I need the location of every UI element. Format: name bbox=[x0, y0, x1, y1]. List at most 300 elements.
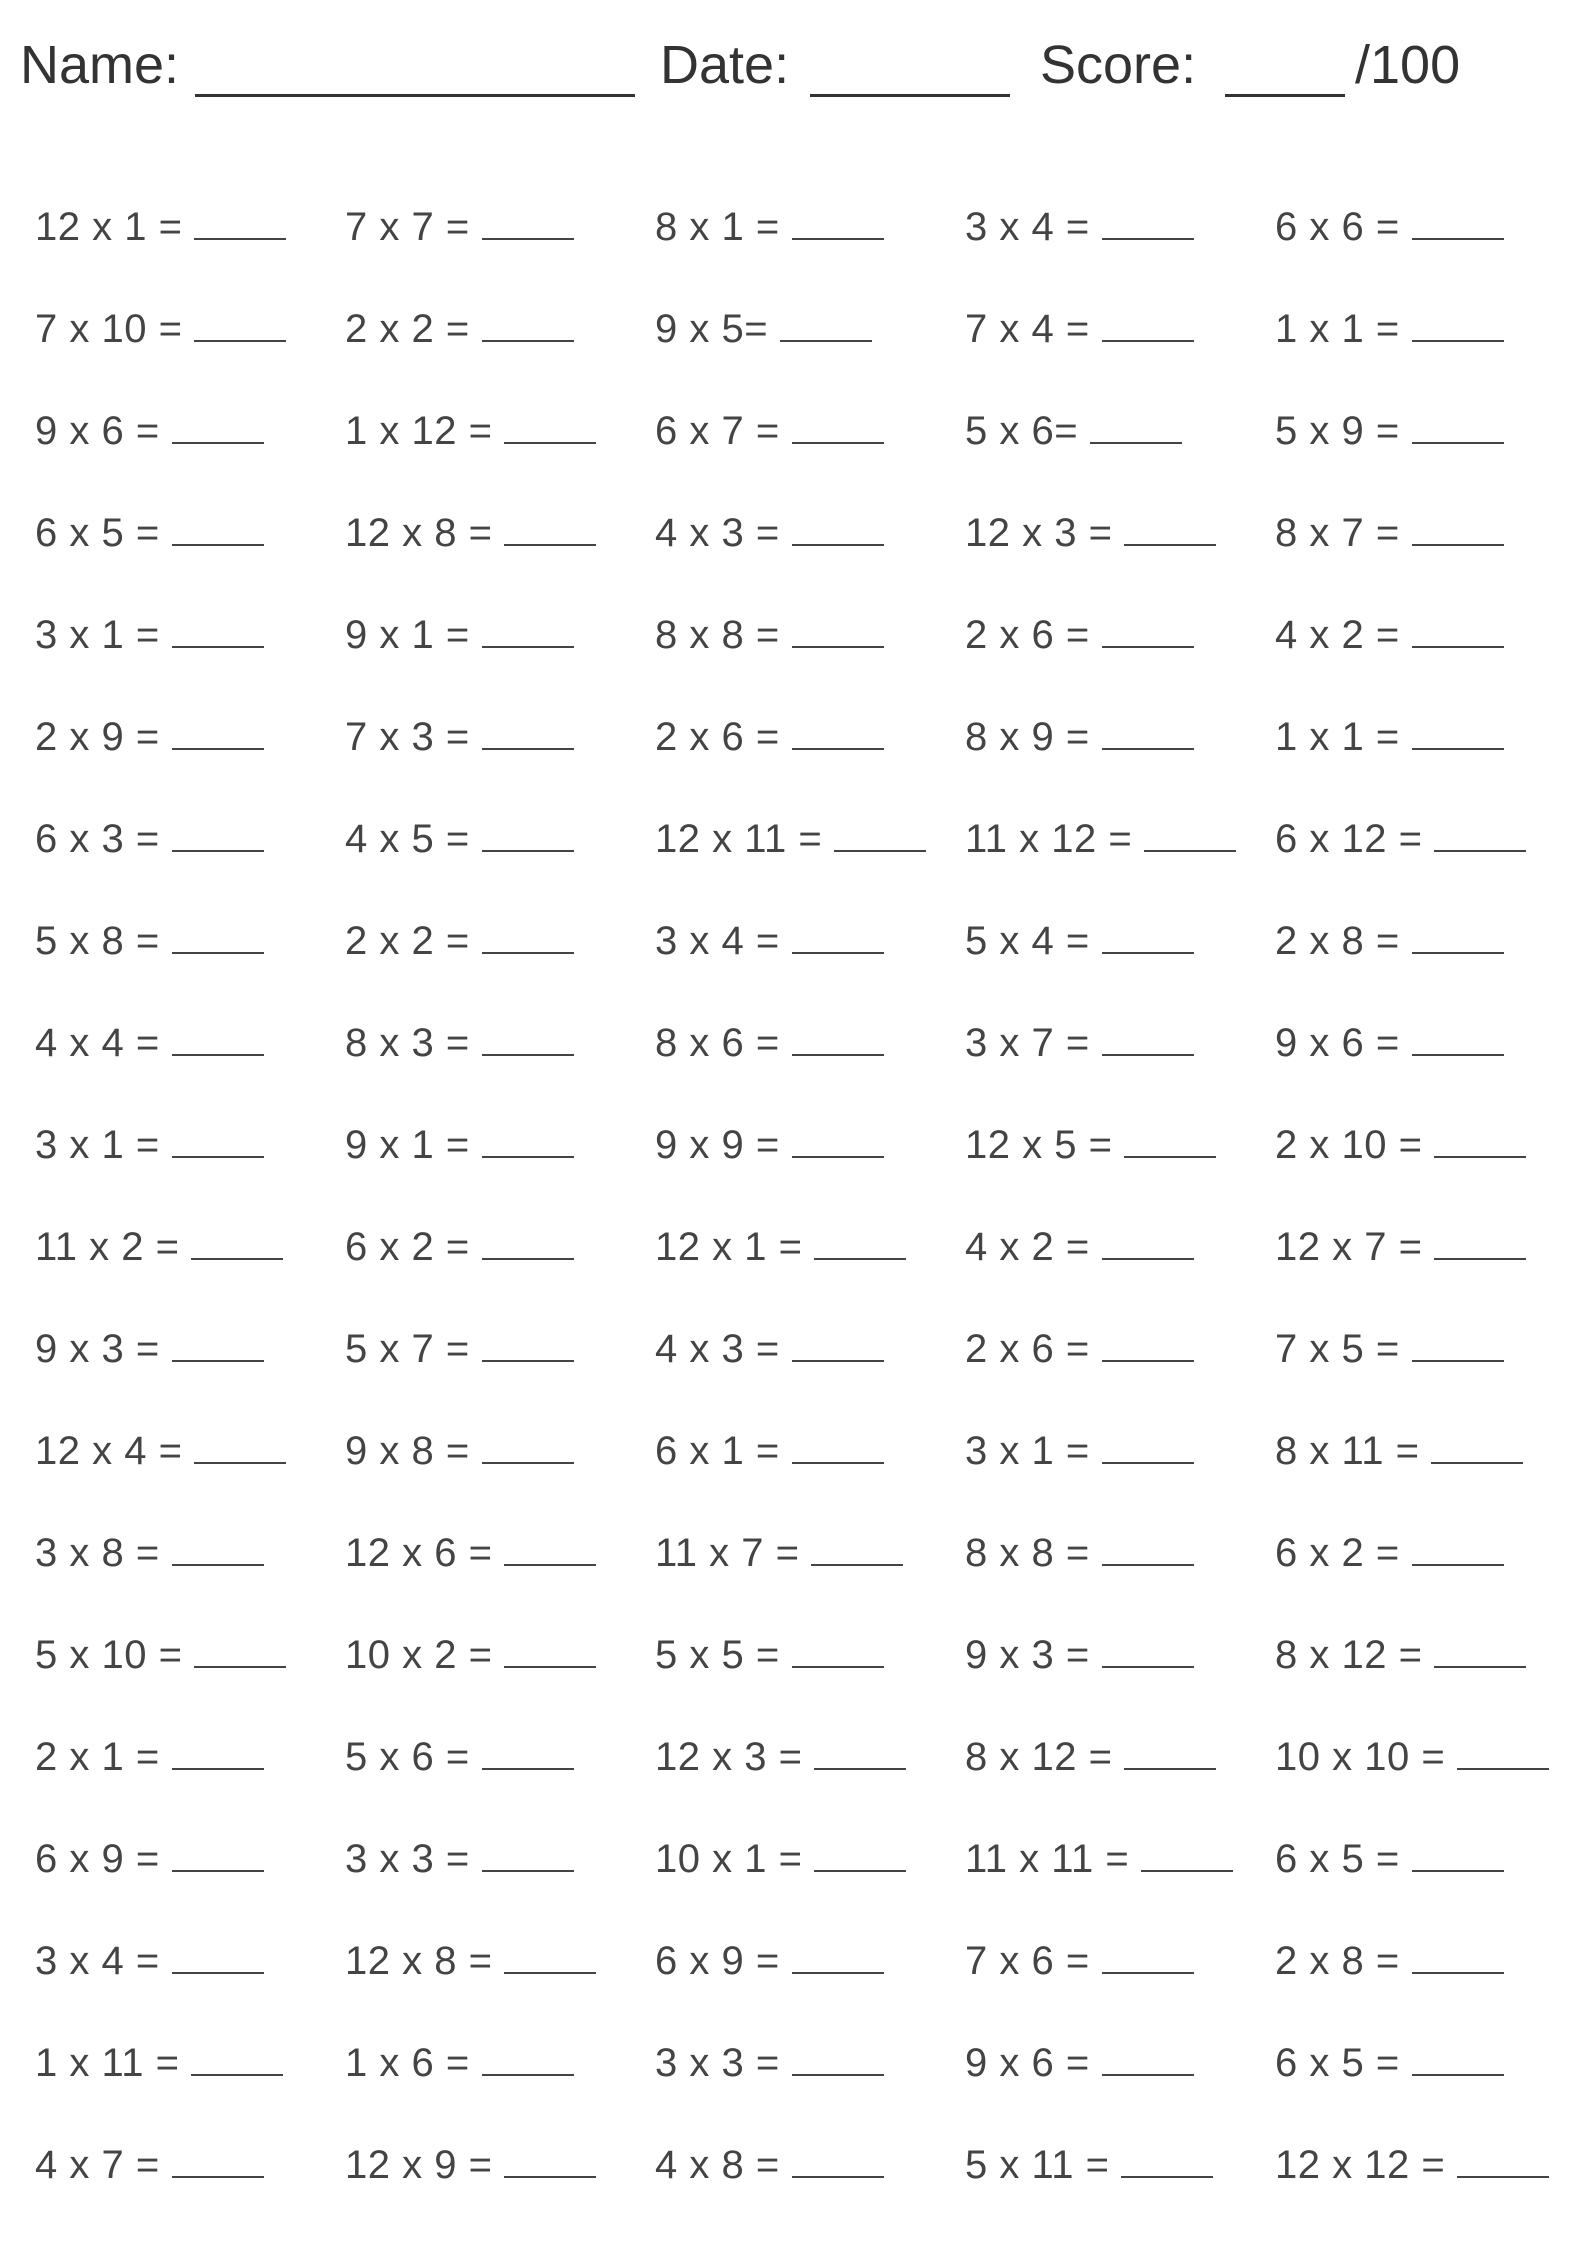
problem-text: 3 x 1 = bbox=[35, 1123, 160, 1167]
problem-item bbox=[965, 1006, 1194, 1066]
problem-text: 1 x 12 = bbox=[345, 409, 493, 453]
problem-text: 9 x 3 = bbox=[965, 1633, 1090, 1677]
name-label: Name: bbox=[20, 35, 180, 95]
answer-blank[interactable] bbox=[172, 544, 264, 546]
problem-text: 10 x 1 = bbox=[655, 1837, 803, 1881]
problem-item bbox=[965, 1108, 1216, 1168]
problem-item bbox=[965, 2128, 1213, 2188]
problem-item bbox=[1275, 292, 1504, 352]
problem-item bbox=[965, 292, 1194, 352]
problem-text: 9 x 9 = bbox=[655, 1123, 780, 1167]
answer-blank[interactable] bbox=[191, 2074, 283, 2076]
problem-item bbox=[345, 904, 574, 964]
problem-text: 2 x 6 = bbox=[965, 613, 1090, 657]
answer-blank[interactable] bbox=[172, 850, 264, 852]
problem-item bbox=[1275, 2026, 1504, 2086]
problem-text: 11 x 7 = bbox=[655, 1531, 800, 1575]
answer-blank[interactable] bbox=[814, 1768, 906, 1770]
answer-blank[interactable] bbox=[1431, 1462, 1523, 1464]
problem-item bbox=[965, 1618, 1194, 1678]
problem-text: 6 x 5 = bbox=[35, 511, 160, 555]
answer-blank[interactable] bbox=[504, 2176, 596, 2178]
problem-text: 9 x 1 = bbox=[345, 613, 470, 657]
answer-blank[interactable] bbox=[811, 1564, 903, 1566]
answer-blank[interactable] bbox=[1102, 748, 1194, 750]
problem-item bbox=[1275, 1006, 1504, 1066]
answer-blank[interactable] bbox=[504, 442, 596, 444]
problem-text: 7 x 6 = bbox=[965, 1939, 1090, 1983]
problem-text: 3 x 4 = bbox=[35, 1939, 160, 1983]
score-label: Score: bbox=[1040, 35, 1197, 95]
answer-blank[interactable] bbox=[792, 238, 884, 240]
problem-text: 9 x 6 = bbox=[35, 409, 160, 453]
problem-text: 3 x 3 = bbox=[655, 2041, 780, 2085]
answer-blank[interactable] bbox=[1102, 238, 1194, 240]
problem-text: 4 x 3 = bbox=[655, 511, 780, 555]
problem-item bbox=[345, 292, 574, 352]
problem-item bbox=[35, 1210, 283, 1270]
answer-blank[interactable] bbox=[1434, 850, 1526, 852]
problem-text: 2 x 8 = bbox=[1275, 919, 1400, 963]
answer-blank[interactable] bbox=[482, 1258, 574, 1260]
answer-blank[interactable] bbox=[1144, 850, 1236, 852]
problem-item bbox=[1275, 1618, 1526, 1678]
answer-blank[interactable] bbox=[1102, 1462, 1194, 1464]
problem-text: 4 x 8 = bbox=[655, 2143, 780, 2187]
answer-blank[interactable] bbox=[194, 1666, 286, 1668]
answer-blank[interactable] bbox=[1412, 1360, 1504, 1362]
answer-blank[interactable] bbox=[792, 1156, 884, 1158]
problem-item bbox=[35, 700, 264, 760]
problem-grid bbox=[0, 190, 1588, 2230]
answer-blank[interactable] bbox=[780, 340, 872, 342]
problem-text: 5 x 5 = bbox=[655, 1633, 780, 1677]
answer-blank[interactable] bbox=[1090, 442, 1182, 444]
problem-item bbox=[35, 1006, 264, 1066]
problem-text: 12 x 12 = bbox=[1275, 2143, 1446, 2187]
answer-blank[interactable] bbox=[172, 442, 264, 444]
problem-item bbox=[965, 700, 1194, 760]
problem-item bbox=[655, 190, 884, 250]
answer-blank[interactable] bbox=[792, 2074, 884, 2076]
problem-item bbox=[35, 904, 264, 964]
answer-blank[interactable] bbox=[482, 1360, 574, 1362]
score-field[interactable] bbox=[1225, 94, 1345, 97]
problem-item bbox=[655, 1618, 884, 1678]
problem-item bbox=[655, 1210, 906, 1270]
problem-text: 11 x 2 = bbox=[35, 1225, 180, 1269]
problem-item bbox=[655, 1006, 884, 1066]
problem-text: 12 x 8 = bbox=[345, 1939, 493, 1983]
problem-item bbox=[345, 2128, 596, 2188]
answer-blank[interactable] bbox=[792, 748, 884, 750]
answer-blank[interactable] bbox=[1434, 1156, 1526, 1158]
answer-blank[interactable] bbox=[482, 748, 574, 750]
answer-blank[interactable] bbox=[1124, 1768, 1216, 1770]
problem-item bbox=[965, 190, 1194, 250]
answer-blank[interactable] bbox=[1412, 1870, 1504, 1872]
answer-blank[interactable] bbox=[792, 442, 884, 444]
answer-blank[interactable] bbox=[504, 1666, 596, 1668]
problem-text: 8 x 12 = bbox=[1275, 1633, 1423, 1677]
problem-text: 3 x 7 = bbox=[965, 1021, 1090, 1065]
problem-item bbox=[655, 496, 884, 556]
problem-text: 1 x 1 = bbox=[1275, 715, 1400, 759]
answer-blank[interactable] bbox=[1434, 1666, 1526, 1668]
problem-text: 6 x 7 = bbox=[655, 409, 780, 453]
problem-item bbox=[655, 2026, 884, 2086]
problem-text: 9 x 6 = bbox=[965, 2041, 1090, 2085]
problem-item bbox=[1275, 1108, 1526, 1168]
problem-item bbox=[655, 1312, 884, 1372]
problem-item bbox=[345, 1312, 574, 1372]
problem-item bbox=[35, 1414, 286, 1474]
answer-blank[interactable] bbox=[1412, 1054, 1504, 1056]
problem-text: 7 x 10 = bbox=[35, 307, 183, 351]
problem-text: 4 x 2 = bbox=[965, 1225, 1090, 1269]
problem-item bbox=[35, 1822, 264, 1882]
problem-item bbox=[1275, 2128, 1549, 2188]
answer-blank[interactable] bbox=[792, 2176, 884, 2178]
problem-item bbox=[35, 2026, 283, 2086]
problem-text: 8 x 1 = bbox=[655, 205, 780, 249]
problem-item bbox=[1275, 598, 1504, 658]
answer-blank[interactable] bbox=[482, 1462, 574, 1464]
answer-blank[interactable] bbox=[1102, 1360, 1194, 1362]
answer-blank[interactable] bbox=[1102, 340, 1194, 342]
problem-text: 2 x 8 = bbox=[1275, 1939, 1400, 1983]
problem-text: 12 x 9 = bbox=[345, 2143, 493, 2187]
problem-item bbox=[655, 802, 926, 862]
answer-blank[interactable] bbox=[1457, 1768, 1549, 1770]
problem-item bbox=[35, 190, 286, 250]
answer-blank[interactable] bbox=[1102, 1258, 1194, 1260]
problem-item bbox=[1275, 394, 1504, 454]
problem-text: 12 x 1 = bbox=[655, 1225, 803, 1269]
answer-blank[interactable] bbox=[1412, 1972, 1504, 1974]
answer-blank[interactable] bbox=[792, 544, 884, 546]
problem-text: 9 x 3 = bbox=[35, 1327, 160, 1371]
problem-item bbox=[965, 802, 1236, 862]
problem-text: 3 x 8 = bbox=[35, 1531, 160, 1575]
problem-item bbox=[345, 1516, 596, 1576]
problem-text: 11 x 11 = bbox=[965, 1837, 1130, 1881]
answer-blank[interactable] bbox=[482, 646, 574, 648]
answer-blank[interactable] bbox=[1412, 340, 1504, 342]
problem-text: 2 x 2 = bbox=[345, 307, 470, 351]
problem-text: 3 x 4 = bbox=[965, 205, 1090, 249]
problem-item bbox=[345, 190, 574, 250]
problem-item bbox=[1275, 1210, 1526, 1270]
problem-item bbox=[1275, 1312, 1504, 1372]
problem-text: 10 x 2 = bbox=[345, 1633, 493, 1677]
problem-text: 2 x 1 = bbox=[35, 1735, 160, 1779]
answer-blank[interactable] bbox=[1434, 1258, 1526, 1260]
problem-text: 4 x 4 = bbox=[35, 1021, 160, 1065]
answer-blank[interactable] bbox=[482, 1768, 574, 1770]
problem-text: 4 x 3 = bbox=[655, 1327, 780, 1371]
problem-text: 9 x 1 = bbox=[345, 1123, 470, 1167]
answer-blank[interactable] bbox=[172, 646, 264, 648]
answer-blank[interactable] bbox=[814, 1870, 906, 1872]
problem-item bbox=[1275, 1822, 1504, 1882]
problem-item bbox=[1275, 190, 1504, 250]
problem-text: 11 x 12 = bbox=[965, 817, 1133, 861]
problem-item bbox=[965, 394, 1182, 454]
problem-item bbox=[35, 496, 264, 556]
answer-blank[interactable] bbox=[1102, 1972, 1194, 1974]
problem-item bbox=[965, 1822, 1233, 1882]
score-total: /100 bbox=[1355, 35, 1461, 95]
problem-text: 5 x 10 = bbox=[35, 1633, 183, 1677]
problem-text: 3 x 4 = bbox=[655, 919, 780, 963]
problem-text: 6 x 9 = bbox=[655, 1939, 780, 1983]
problem-item bbox=[965, 1516, 1194, 1576]
answer-blank[interactable] bbox=[1102, 1054, 1194, 1056]
problem-item bbox=[35, 598, 264, 658]
problem-text: 4 x 5 = bbox=[345, 817, 470, 861]
answer-blank[interactable] bbox=[482, 340, 574, 342]
answer-blank[interactable] bbox=[482, 1054, 574, 1056]
problem-item bbox=[345, 1924, 596, 1984]
answer-blank[interactable] bbox=[792, 1666, 884, 1668]
answer-blank[interactable] bbox=[482, 2074, 574, 2076]
answer-blank[interactable] bbox=[1412, 544, 1504, 546]
problem-item bbox=[1275, 496, 1504, 556]
answer-blank[interactable] bbox=[194, 340, 286, 342]
answer-blank[interactable] bbox=[1412, 1564, 1504, 1566]
problem-item bbox=[1275, 1414, 1523, 1474]
answer-blank[interactable] bbox=[1102, 2074, 1194, 2076]
problem-text: 6 x 5 = bbox=[1275, 1837, 1400, 1881]
answer-blank[interactable] bbox=[504, 544, 596, 546]
date-field[interactable] bbox=[810, 94, 1010, 97]
answer-blank[interactable] bbox=[194, 238, 286, 240]
answer-blank[interactable] bbox=[482, 1156, 574, 1158]
answer-blank[interactable] bbox=[504, 1564, 596, 1566]
problem-text: 2 x 10 = bbox=[1275, 1123, 1423, 1167]
problem-text: 5 x 6= bbox=[965, 409, 1079, 453]
answer-blank[interactable] bbox=[172, 2176, 264, 2178]
problem-item bbox=[965, 496, 1216, 556]
answer-blank[interactable] bbox=[1412, 238, 1504, 240]
problem-text: 4 x 2 = bbox=[1275, 613, 1400, 657]
problem-item bbox=[965, 598, 1194, 658]
problem-text: 6 x 3 = bbox=[35, 817, 160, 861]
problem-item bbox=[1275, 802, 1526, 862]
answer-blank[interactable] bbox=[172, 1156, 264, 1158]
problem-text: 12 x 1 = bbox=[35, 205, 183, 249]
problem-text: 5 x 7 = bbox=[345, 1327, 470, 1371]
problem-text: 7 x 4 = bbox=[965, 307, 1090, 351]
problem-item bbox=[965, 1210, 1194, 1270]
problem-text: 4 x 7 = bbox=[35, 2143, 160, 2187]
problem-item bbox=[655, 1516, 903, 1576]
problem-item bbox=[345, 802, 574, 862]
problem-item bbox=[35, 1924, 264, 1984]
problem-item bbox=[965, 1720, 1216, 1780]
answer-blank[interactable] bbox=[1141, 1870, 1233, 1872]
problem-item bbox=[1275, 700, 1504, 760]
answer-blank[interactable] bbox=[1124, 1156, 1216, 1158]
problem-item bbox=[35, 802, 264, 862]
problem-item bbox=[35, 1516, 264, 1576]
problem-text: 7 x 3 = bbox=[345, 715, 470, 759]
answer-blank[interactable] bbox=[1412, 952, 1504, 954]
problem-text: 12 x 3 = bbox=[965, 511, 1113, 555]
problem-text: 6 x 6 = bbox=[1275, 205, 1400, 249]
answer-blank[interactable] bbox=[172, 952, 264, 954]
answer-blank[interactable] bbox=[792, 1972, 884, 1974]
problem-item bbox=[345, 2026, 574, 2086]
problem-text: 12 x 6 = bbox=[345, 1531, 493, 1575]
answer-blank[interactable] bbox=[1412, 2074, 1504, 2076]
problem-text: 8 x 12 = bbox=[965, 1735, 1113, 1779]
problem-item bbox=[655, 1924, 884, 1984]
problem-text: 2 x 6 = bbox=[965, 1327, 1090, 1371]
problem-item bbox=[345, 1006, 574, 1066]
answer-blank[interactable] bbox=[792, 1054, 884, 1056]
answer-blank[interactable] bbox=[191, 1258, 283, 1260]
problem-text: 7 x 5 = bbox=[1275, 1327, 1400, 1371]
problem-item bbox=[655, 904, 884, 964]
problem-text: 8 x 9 = bbox=[965, 715, 1090, 759]
answer-blank[interactable] bbox=[172, 1054, 264, 1056]
problem-item bbox=[35, 394, 264, 454]
answer-blank[interactable] bbox=[504, 1972, 596, 1974]
problem-text: 3 x 3 = bbox=[345, 1837, 470, 1881]
problem-text: 5 x 6 = bbox=[345, 1735, 470, 1779]
answer-blank[interactable] bbox=[792, 1360, 884, 1362]
problem-text: 7 x 7 = bbox=[345, 205, 470, 249]
problem-text: 6 x 9 = bbox=[35, 1837, 160, 1881]
problem-item bbox=[655, 394, 884, 454]
problem-text: 2 x 2 = bbox=[345, 919, 470, 963]
problem-text: 8 x 7 = bbox=[1275, 511, 1400, 555]
problem-text: 3 x 1 = bbox=[35, 613, 160, 657]
problem-text: 5 x 4 = bbox=[965, 919, 1090, 963]
problem-text: 1 x 6 = bbox=[345, 2041, 470, 2085]
problem-text: 5 x 8 = bbox=[35, 919, 160, 963]
problem-text: 12 x 3 = bbox=[655, 1735, 803, 1779]
answer-blank[interactable] bbox=[1102, 1666, 1194, 1668]
answer-blank[interactable] bbox=[1412, 442, 1504, 444]
problem-item bbox=[965, 1924, 1194, 1984]
problem-item bbox=[655, 700, 884, 760]
answer-blank[interactable] bbox=[814, 1258, 906, 1260]
problem-item bbox=[345, 394, 596, 454]
problem-text: 9 x 8 = bbox=[345, 1429, 470, 1473]
problem-item bbox=[35, 1618, 286, 1678]
date-label: Date: bbox=[660, 35, 790, 95]
problem-item bbox=[35, 2128, 264, 2188]
worksheet-header bbox=[20, 34, 1570, 104]
answer-blank[interactable] bbox=[172, 1972, 264, 1974]
problem-text: 1 x 1 = bbox=[1275, 307, 1400, 351]
problem-item bbox=[965, 1414, 1194, 1474]
problem-text: 8 x 8 = bbox=[655, 613, 780, 657]
problem-text: 10 x 10 = bbox=[1275, 1735, 1446, 1779]
answer-blank[interactable] bbox=[792, 1462, 884, 1464]
answer-blank[interactable] bbox=[482, 238, 574, 240]
answer-blank[interactable] bbox=[172, 748, 264, 750]
answer-blank[interactable] bbox=[172, 1768, 264, 1770]
answer-blank[interactable] bbox=[1124, 544, 1216, 546]
problem-text: 5 x 9 = bbox=[1275, 409, 1400, 453]
answer-blank[interactable] bbox=[172, 1870, 264, 1872]
problem-text: 5 x 11 = bbox=[965, 2143, 1110, 2187]
problem-text: 6 x 12 = bbox=[1275, 817, 1423, 861]
problem-text: 8 x 8 = bbox=[965, 1531, 1090, 1575]
answer-blank[interactable] bbox=[172, 1360, 264, 1362]
answer-blank[interactable] bbox=[482, 952, 574, 954]
problem-item bbox=[35, 292, 286, 352]
answer-blank[interactable] bbox=[172, 1564, 264, 1566]
problem-text: 12 x 7 = bbox=[1275, 1225, 1423, 1269]
problem-item bbox=[345, 1822, 574, 1882]
problem-item bbox=[345, 1108, 574, 1168]
problem-text: 12 x 8 = bbox=[345, 511, 493, 555]
problem-item bbox=[655, 292, 872, 352]
problem-text: 6 x 5 = bbox=[1275, 2041, 1400, 2085]
problem-text: 2 x 9 = bbox=[35, 715, 160, 759]
problem-item bbox=[345, 598, 574, 658]
answer-blank[interactable] bbox=[1412, 646, 1504, 648]
answer-blank[interactable] bbox=[482, 850, 574, 852]
problem-item bbox=[345, 1414, 574, 1474]
problem-item bbox=[1275, 1720, 1549, 1780]
problem-item bbox=[1275, 1516, 1504, 1576]
problem-item bbox=[345, 1210, 574, 1270]
problem-text: 6 x 2 = bbox=[1275, 1531, 1400, 1575]
problem-text: 12 x 11 = bbox=[655, 817, 823, 861]
problem-item bbox=[965, 904, 1194, 964]
problem-item bbox=[965, 2026, 1194, 2086]
problem-item bbox=[655, 1720, 906, 1780]
problem-text: 12 x 5 = bbox=[965, 1123, 1113, 1167]
problem-item bbox=[655, 1822, 906, 1882]
problem-item bbox=[35, 1312, 264, 1372]
answer-blank[interactable] bbox=[1121, 2176, 1213, 2178]
answer-blank[interactable] bbox=[834, 850, 926, 852]
problem-item bbox=[345, 1618, 596, 1678]
answer-blank[interactable] bbox=[1102, 646, 1194, 648]
answer-blank[interactable] bbox=[482, 1870, 574, 1872]
answer-blank[interactable] bbox=[1102, 1564, 1194, 1566]
problem-item bbox=[655, 1414, 884, 1474]
problem-item bbox=[965, 1312, 1194, 1372]
problem-text: 1 x 11 = bbox=[35, 2041, 180, 2085]
problem-item bbox=[655, 2128, 884, 2188]
name-field[interactable] bbox=[195, 94, 635, 97]
problem-text: 9 x 6 = bbox=[1275, 1021, 1400, 1065]
answer-blank[interactable] bbox=[1102, 952, 1194, 954]
problem-text: 12 x 4 = bbox=[35, 1429, 183, 1473]
answer-blank[interactable] bbox=[194, 1462, 286, 1464]
problem-text: 8 x 3 = bbox=[345, 1021, 470, 1065]
answer-blank[interactable] bbox=[792, 952, 884, 954]
problem-item bbox=[655, 598, 884, 658]
problem-item bbox=[345, 700, 574, 760]
problem-text: 8 x 11 = bbox=[1275, 1429, 1420, 1473]
answer-blank[interactable] bbox=[792, 646, 884, 648]
problem-item bbox=[1275, 904, 1504, 964]
problem-text: 8 x 6 = bbox=[655, 1021, 780, 1065]
answer-blank[interactable] bbox=[1457, 2176, 1549, 2178]
problem-item bbox=[35, 1108, 264, 1168]
answer-blank[interactable] bbox=[1412, 748, 1504, 750]
problem-text: 3 x 1 = bbox=[965, 1429, 1090, 1473]
